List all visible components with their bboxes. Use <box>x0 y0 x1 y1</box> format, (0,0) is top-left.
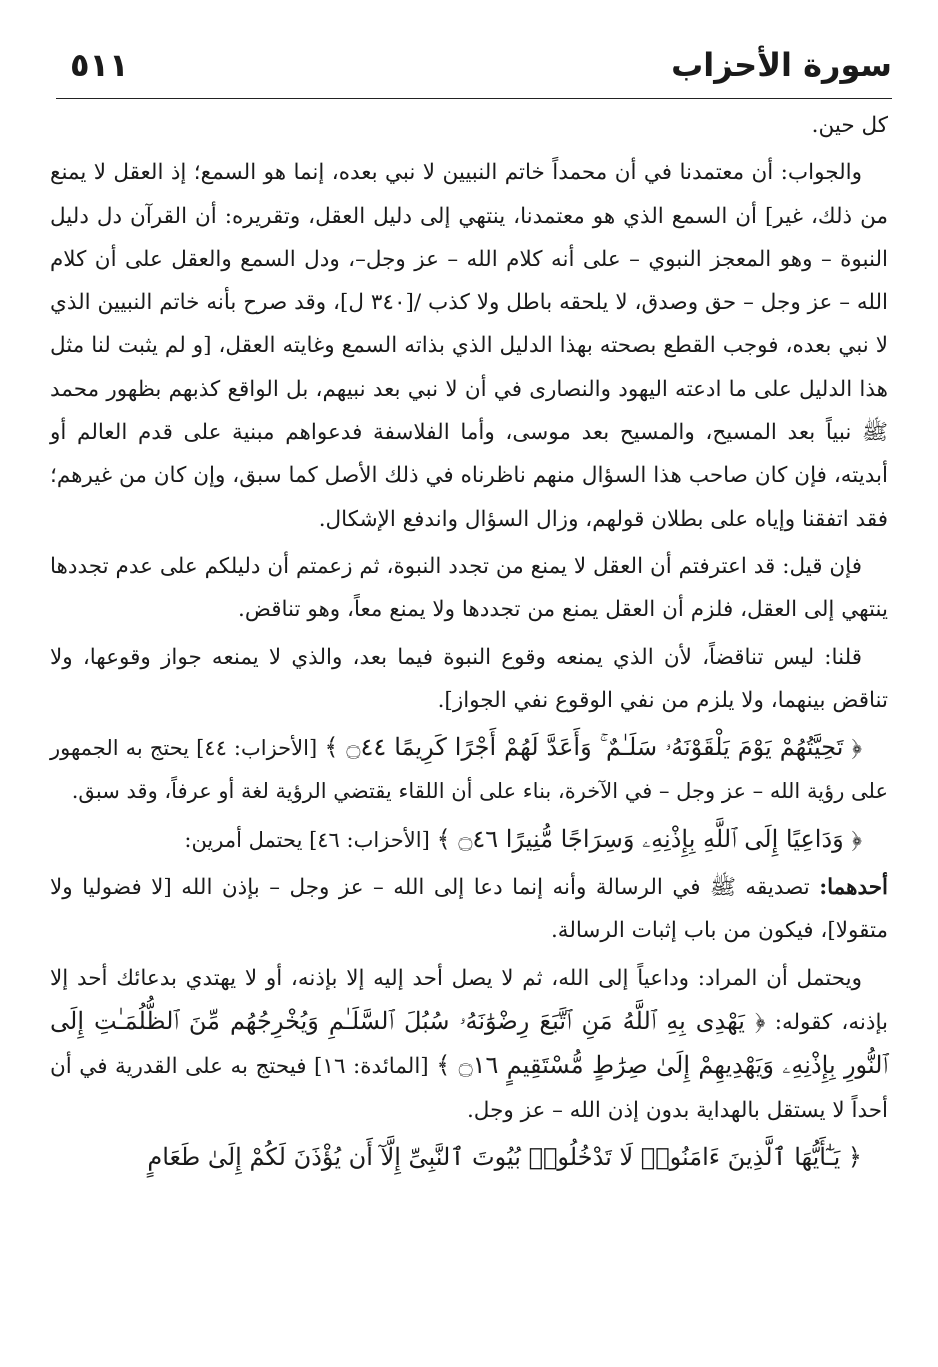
quran-verse: ﴿ يَهْدِى بِهِ ٱللَّهُ مَنِ ٱتَّبَعَ رِضْوَٰنَهُۥ سُبُلَ ٱلسَّلَـٰمِ وَيُخْرِجُهُم مِّنَ ٱلظُّلُمَـٰتِ إِلَى ٱلنُّورِ بِإِذْنِهِۦ وَيَهْدِيهِمْ إِلَىٰ صِرَٰطٍ مُّسْتَقِيمٍ ۝١٦ ﴾ <box>50 1006 888 1080</box>
paragraph-text: [المائدة: ١٦] فيحتج به على القدرية في أن أحداً لا يستقل بالهداية بدون إذن الله – عز وجل. <box>50 1054 888 1123</box>
paragraph-verse-44 <box>50 726 888 814</box>
page-header <box>56 40 892 99</box>
paragraph-objection <box>50 545 888 632</box>
paragraph-continuation <box>50 104 888 147</box>
paragraph-reply <box>50 636 888 723</box>
page-body <box>50 104 888 1184</box>
paragraph-text: [الأحزاب: ٤٤] يحتج به الجمهور على رؤية الله – عز وجل – في الآخرة، بناء على أن اللقاء يقتضي الرؤية لغة أو عرفاً، وقد سبق. <box>50 736 888 804</box>
paragraph-first-matter <box>50 866 888 953</box>
lead-term: أحدهما: <box>819 875 888 901</box>
quran-verse: ﴿ وَدَاعِيًا إِلَى ٱللَّهِ بِإِذْنِهِۦ وَسِرَاجًا مُّنِيرًا ۝٤٦ ﴾ <box>436 824 862 853</box>
paragraph-text: كل حين. <box>811 113 888 138</box>
paragraph-verse-53 <box>50 1136 888 1180</box>
paragraph-text: والجواب: أن معتمدنا في أن محمداً خاتم النبيين لا نبي بعده، إنما هو السمع؛ إذ العقل لا يمنع من ذلك، غير] أن السمع الذي هو معتمدنا، ينتهي إلى دليل العقل، وتقريره: أن القرآن دل دليل النبوة – وهو المعجز النبوي – على أنه كلام الله – عز وجل–، ودل السمع والعقل على أن كلام الله – عز وجل – حق وصدق، لا يلحقه باطل ولا كذب /[٣٤٠ ل]، وقد صرح بأنه خاتم النبيين الذي لا نبي بعده، فوجب القطع بصحته بهذا الدليل الذي بذاته السمع وغايته العقل، [و لم يثبت لنا مثل هذا الدليل على ما ادعته اليهود والنصارى في أن لا نبي بعد نبيهم، بل الواقع كذبهم بظهور محمد ﷺ نبياً بعد المسيح، والمسيح بعد موسى، وأما الفلاسفة فدعواهم مبنية على قدم العالم أو أبديته، فإن كان صاحب هذا السؤال منهم ناظرناه في ذلك الأصل كما سبق، وإن كان من غيرهم؛ فقد اتفقنا وإياه على بطلان قولهم، وزال السؤال واندفع الإشكال. <box>50 160 889 532</box>
paragraph-text: ويحتمل أن المراد: وداعياً إلى الله، ثم لا يصل أحد إليه إلا بإذنه، أو لا يهتدي بدعائك أحد إلا بإذنه، كقوله: <box>50 965 888 1035</box>
paragraph-text: قلنا: ليس تناقضاً، لأن الذي يمنعه وقوع النبوة فيما بعد، والذي لا يمنعه جواز وقوعها، ولا تناقض بينهما، ولا يلزم من نفي الوقوع نفي الجواز]. <box>50 644 888 713</box>
paragraph-second-matter <box>50 957 888 1132</box>
quran-verse: ﴿ يَـٰٓأَيُّهَا ٱلَّذِينَ ءَامَنُوا۟ لَا تَدْخُلُوا۟ بُيُوتَ ٱلنَّبِىِّ إِلَّآ أَن يُؤْذَنَ لَكُمْ إِلَىٰ طَعَامٍ <box>147 1142 862 1171</box>
paragraph-text: [الأحزاب: ٤٦] يحتمل أمرين: <box>184 827 430 852</box>
page-number: ٥١١ <box>70 46 129 84</box>
quran-verse: ﴿ تَحِيَّتُهُمْ يَوْمَ يَلْقَوْنَهُۥ سَلَـٰمٌ ۚ وَأَعَدَّ لَهُمْ أَجْرًا كَرِيمًا ۝٤٤ ﴾ <box>324 733 863 762</box>
paragraph-text: تصديقه ﷺ في الرسالة وأنه إنما دعا إلى الله – عز وجل – بإذن الله [لا فضوليا ولا متقولا]، فيكون من باب إثبات الرسالة. <box>50 875 888 944</box>
surah-title: سورة الأحزاب <box>671 46 892 84</box>
paragraph-verse-46 <box>50 818 888 862</box>
paragraph-answer <box>50 151 888 541</box>
paragraph-text: فإن قيل: قد اعترفتم أن العقل لا يمنع من تجدد النبوة، ثم زعمتم أن دليلكم على عدم تجددها ينتهي إلى العقل، فلزم أن العقل يمنع من تجددها ولا يمنع معاً، وهو تناقض. <box>50 553 888 623</box>
